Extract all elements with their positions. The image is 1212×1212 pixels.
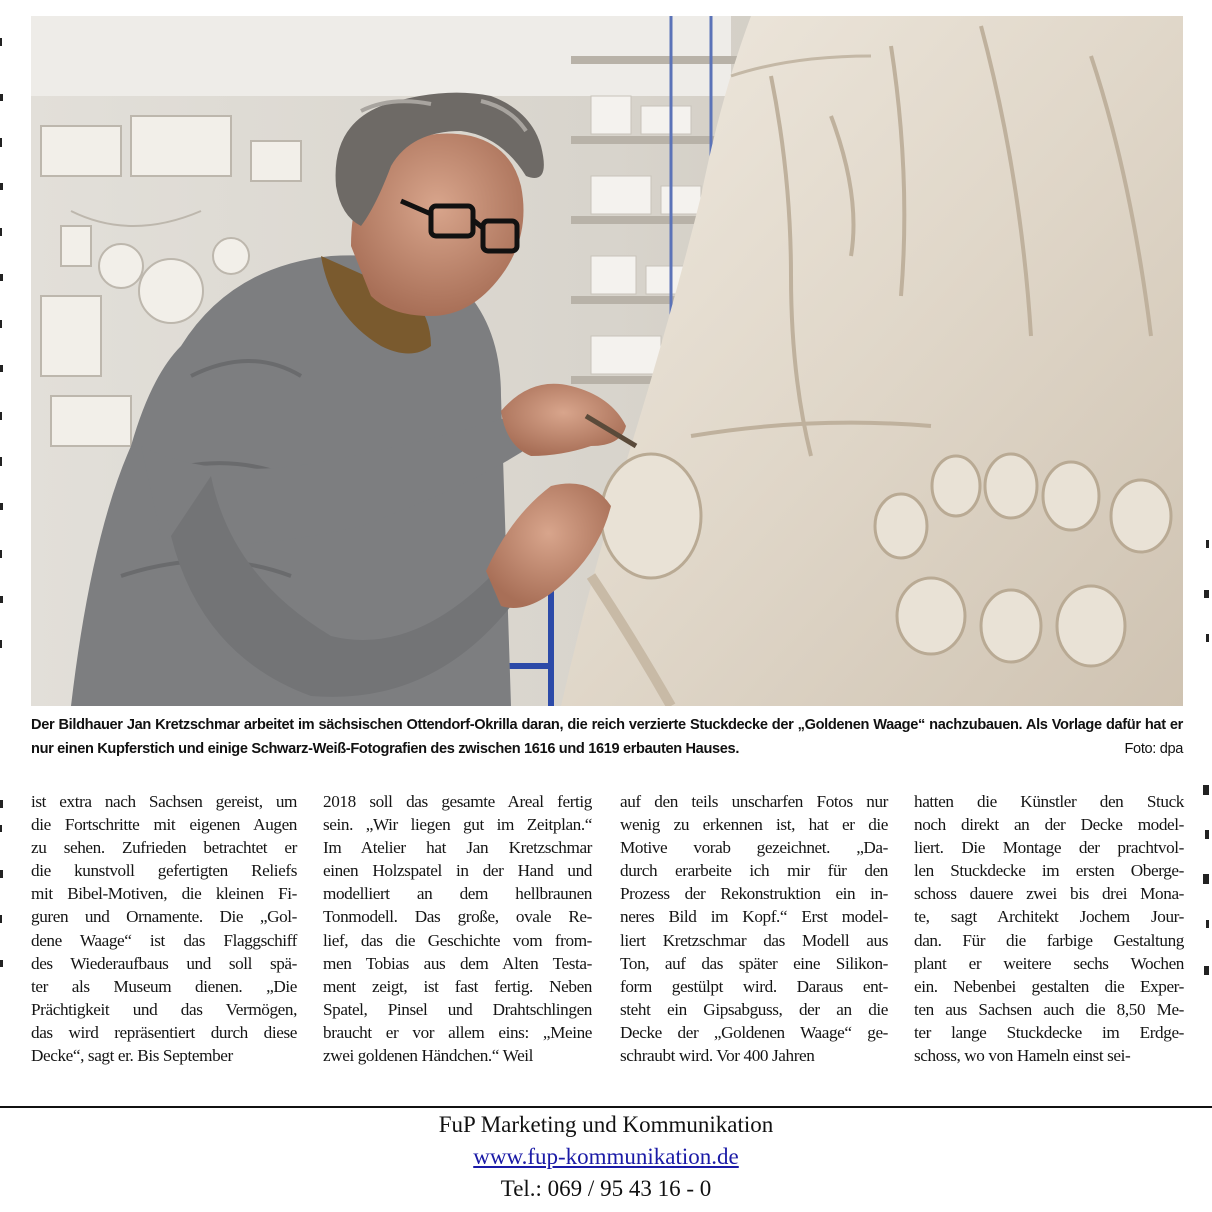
article-line: liert. Die Montage der prachtvol- <box>914 838 1184 858</box>
footer-company: FuP Marketing und Kommunikation <box>438 1112 774 1137</box>
article-column-2 <box>323 790 592 1080</box>
article-line: zwei goldenen Händchen.“ Weil <box>323 1046 534 1066</box>
article-line: schraubt wird. Vor 400 Jahren <box>620 1046 815 1066</box>
article-line: len Stuckdecke im ersten Oberge- <box>914 861 1184 881</box>
sculptor-photo <box>31 16 1183 706</box>
article-line: schoss, wo von Hameln einst sei- <box>914 1046 1131 1066</box>
article-line: sein. „Wir liegen gut im Zeitplan.“ <box>323 815 592 835</box>
article-line: neres Bild im Kopf.“ Erst model- <box>620 907 888 927</box>
article-line: die kunstvoll gefertigten Reliefs <box>31 861 297 881</box>
photo-credit: Foto: dpa <box>1124 741 1183 757</box>
article-line: hatten die Künstler den Stuck <box>914 792 1184 811</box>
article-line: 2018 soll das gesamte Areal fertig <box>323 792 592 811</box>
article-line: te, sagt Architekt Jochem Jour- <box>914 907 1184 927</box>
article-line: ist extra nach Sachsen gereist, um <box>31 792 297 811</box>
article-line: dene Waage“ ist das Flaggschiff <box>31 930 297 950</box>
article-line: Prozess der Rekonstruktion ein in- <box>620 884 888 904</box>
article-column-4 <box>914 790 1184 1080</box>
article-line: auf den teils unscharfen Fotos nur <box>620 792 888 811</box>
footer <box>0 1109 1212 1205</box>
article-line: einen Holzspatel in der Hand und <box>323 861 592 881</box>
article-line: schoss dauere zwei bis drei Mona- <box>914 884 1184 904</box>
article-line: Im Atelier hat Jan Kretzschmar <box>323 838 592 858</box>
footer-website-link[interactable]: www.fup-kommunikation.de <box>473 1144 739 1169</box>
article-line: Prächtigkeit und das Vermögen, <box>31 999 297 1019</box>
article-line: men Tobias aus dem Alten Testa- <box>323 953 592 973</box>
article-line: ter lange Stuckdecke im Erdge- <box>914 1022 1184 1042</box>
article-line: braucht er vor allem eins: „Meine <box>323 1022 592 1042</box>
article-line: durch erarbeite ich mir für den <box>620 861 888 881</box>
article-line: mit Bibel-Motiven, die kleinen Fi- <box>31 884 297 904</box>
article-line: lief, das die Geschichte vom from- <box>323 930 592 950</box>
article-line: Decke“, sagt er. Bis September <box>31 1046 233 1066</box>
article-line: ein. Nebenbei gestalten die Exper- <box>914 976 1184 996</box>
adjacent-column-edge-right <box>1198 530 1210 1030</box>
article-line: dan. Für die farbige Gestaltung <box>914 930 1184 950</box>
article-line: ten aus Sachsen auch die 8,50 Me- <box>914 999 1184 1019</box>
article-line: Decke der „Goldenen Waage“ ge- <box>620 1022 888 1042</box>
article-line: ter als Museum dienen. „Die <box>31 976 297 996</box>
article-line: ment zeigt, ist fast fertig. Neben <box>323 976 592 996</box>
caption-text: Der Bildhauer Jan Kretzschmar arbeitet im sächsischen Ottendorf-Okrilla daran, die reich verzierte Stuckdecke der „Goldenen Waage“ nachzubauen. Als Vorlage dafür hat er nur einen Kupferstich und einige Schwarz-Weiß-Fotografien des zwischen 1616 und 1619 erbauten Hauses. <box>31 717 1183 757</box>
footer-divider <box>0 1106 1212 1108</box>
article-line: wenig zu erkennen ist, hat er die <box>620 815 888 835</box>
article-line: zu sehen. Zufrieden betrachtet er <box>31 838 297 858</box>
article-line: des Wiederaufbaus und soll spä- <box>31 953 297 973</box>
article-line: Tonmodell. Das große, ovale Re- <box>323 907 592 927</box>
article-line: Ton, auf das später eine Silikon- <box>620 953 888 973</box>
article-line: die Fortschritte mit eigenen Augen <box>31 815 297 835</box>
article-column-1 <box>31 790 297 1080</box>
footer-phone: Tel.: 069 / 95 43 16 - 0 <box>500 1176 712 1201</box>
article-line: das wird repräsentiert durch diese <box>31 1022 297 1042</box>
adjacent-column-edge-left <box>0 20 6 1020</box>
article-line: Spatel, Pinsel und Drahtschlingen <box>323 999 592 1019</box>
article-line: form gestülpt wird. Daraus ent- <box>620 976 888 996</box>
photo-caption <box>31 713 1183 761</box>
article-line: Motive vorab gezeichnet. „Da- <box>620 838 888 858</box>
article-line: modelliert an dem hellbraunen <box>323 884 592 904</box>
article-line: plant er weitere sechs Wochen <box>914 953 1184 973</box>
article-line: steht ein Gipsabguss, der an die <box>620 999 888 1019</box>
article-column-3 <box>620 790 888 1080</box>
article-line: noch direkt an der Decke model- <box>914 815 1184 835</box>
article-line: liert Kretzschmar das Modell aus <box>620 930 888 950</box>
article-line: guren und Ornamente. Die „Gol- <box>31 907 297 927</box>
